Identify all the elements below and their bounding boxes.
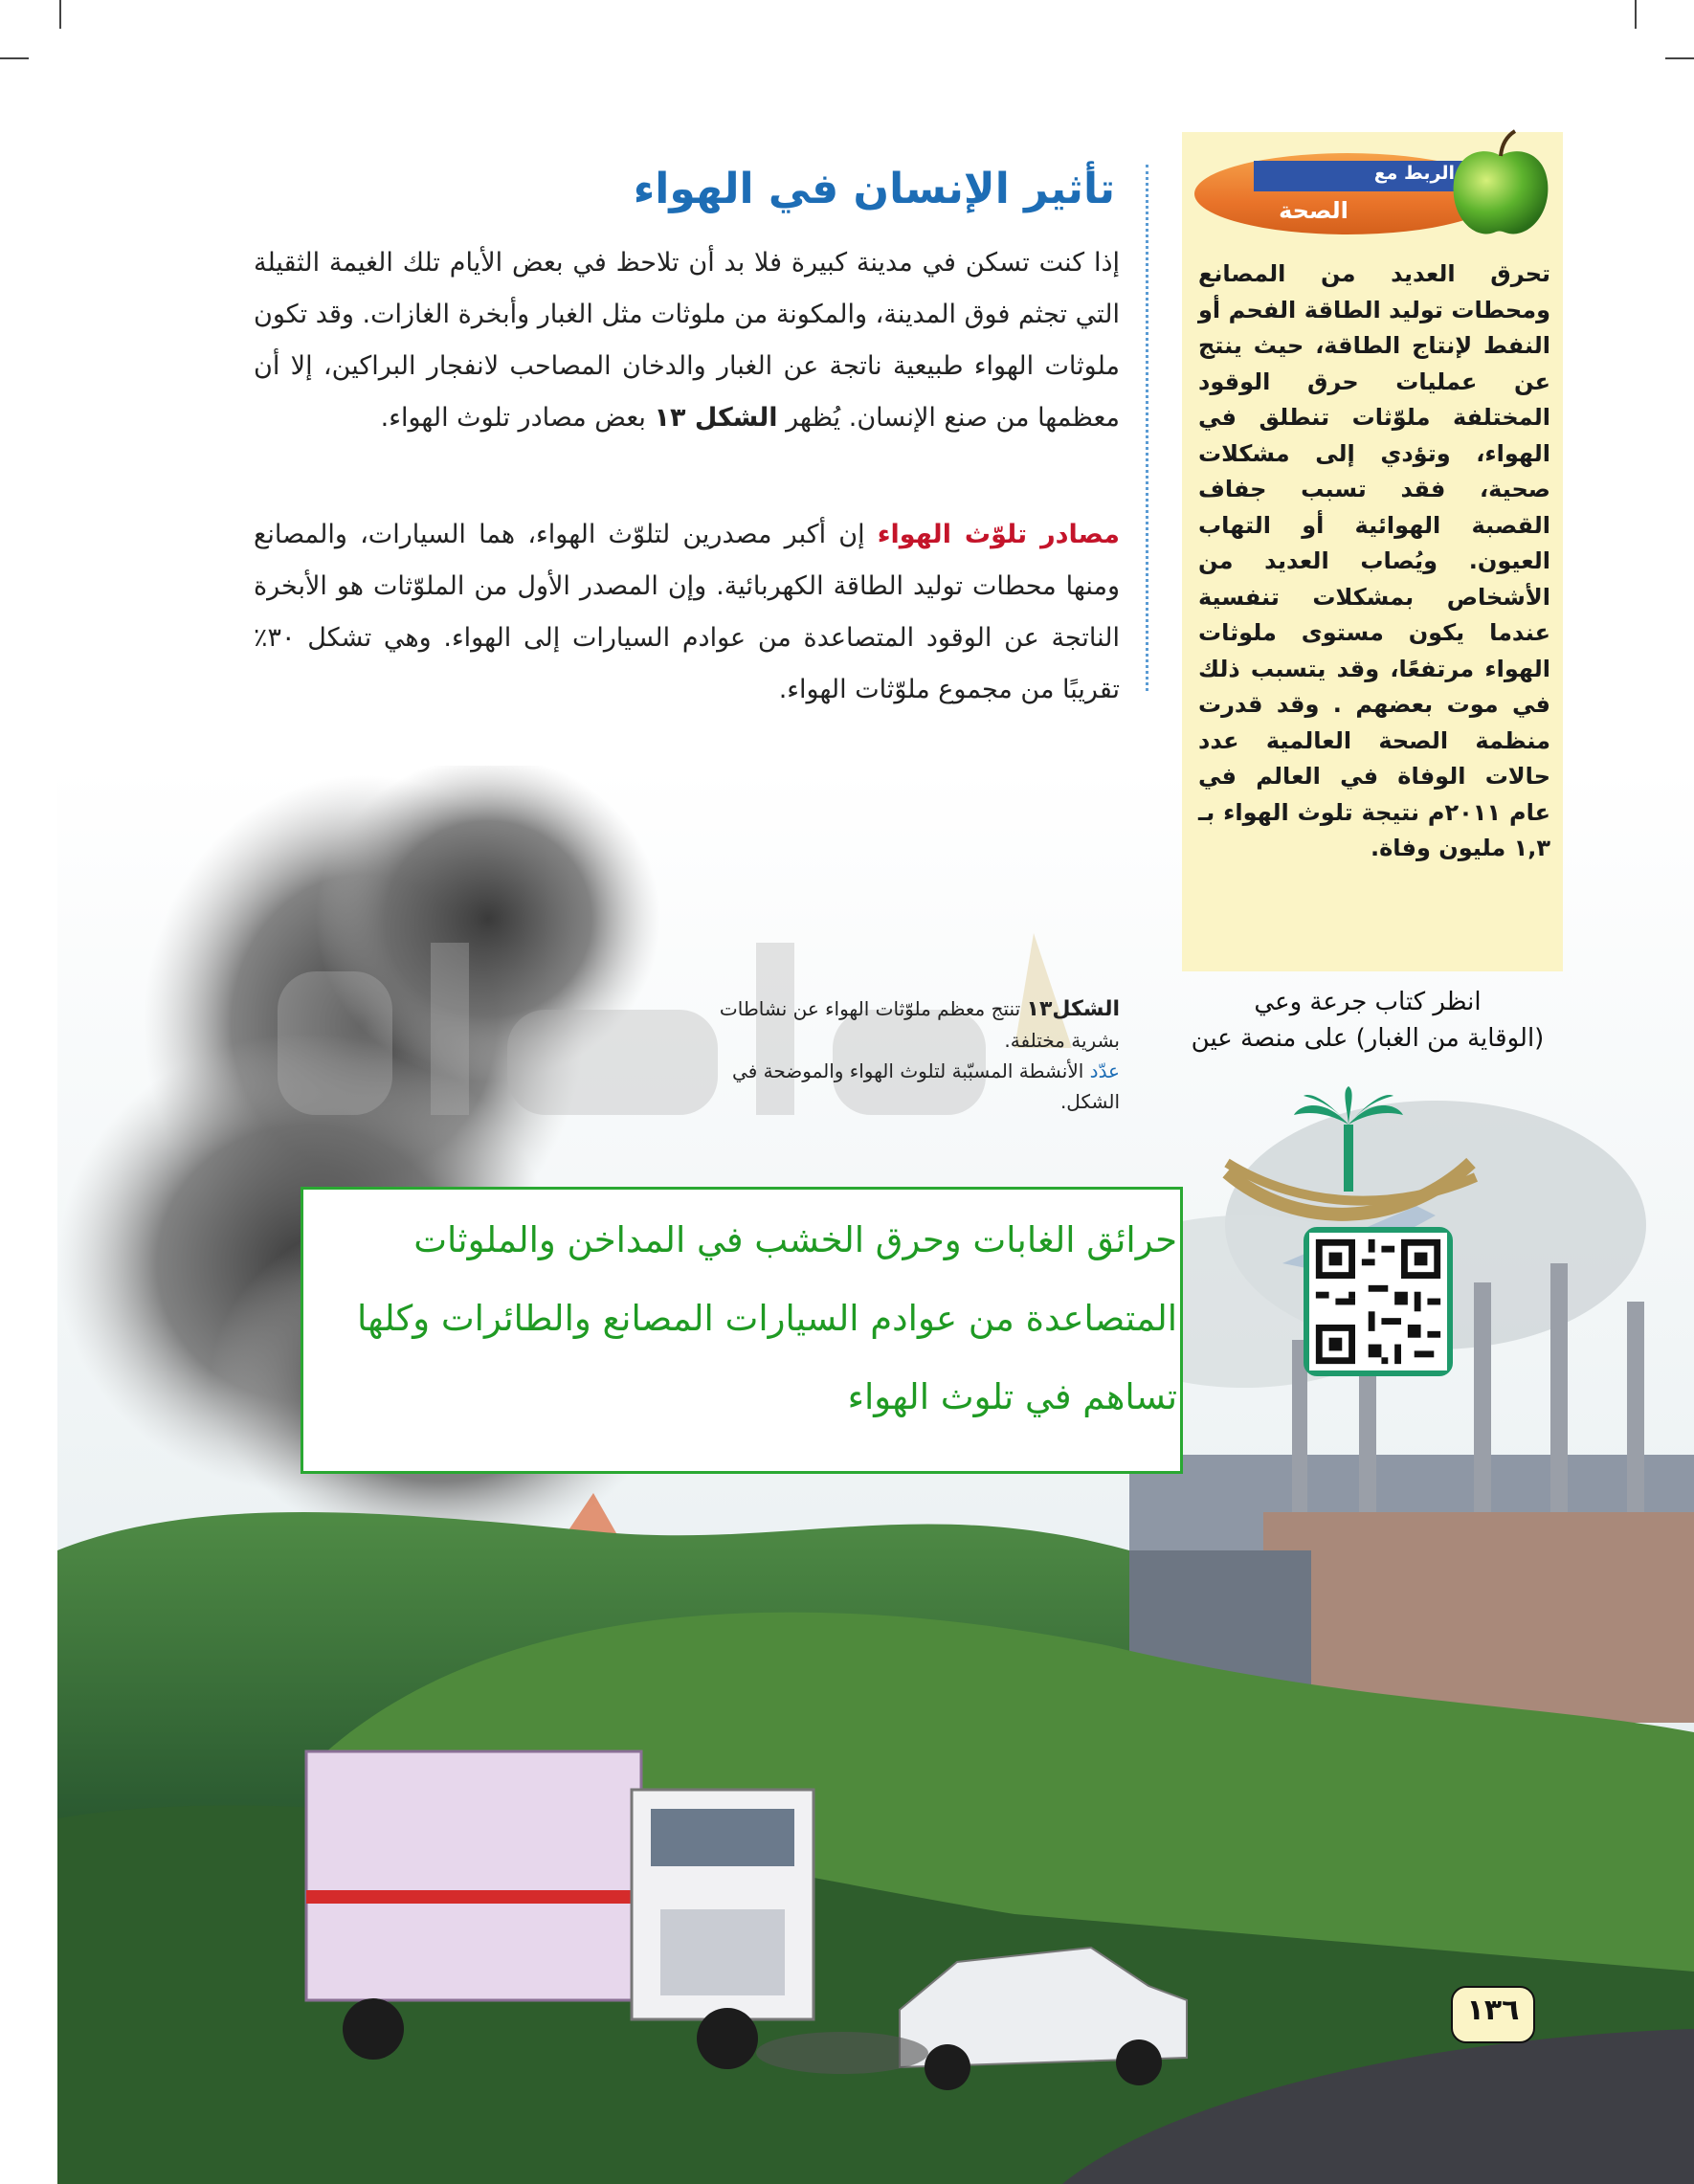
qr-code-icon[interactable] bbox=[1304, 1227, 1453, 1376]
page-number: ١٣٦ bbox=[1466, 1994, 1520, 2027]
intro-text-end: بعض مصادر تلوث الهواء. bbox=[380, 403, 655, 433]
see-book-line: (الوقاية من الغبار) على منصة عين bbox=[1191, 1024, 1545, 1053]
see-book-note bbox=[1177, 984, 1558, 1057]
intro-paragraph bbox=[254, 237, 1120, 444]
caption-text: تنتج معظم ملوّثات الهواء عن نشاطات بشرية مختلفة. bbox=[719, 997, 1120, 1052]
sidebar-body-text: تحرق العديد من المصانع ومحطات توليد الطاقة الفحم أو النفط لإنتاج الطاقة، حيث ينتج عن عمليات حرق الوقود المختلفة ملوّثات تنطلق في الهواء، وتؤدي إلى مشكلات صحية، فقد تسبب جفاف القصبة الهوائية أو التهاب العيون. ويُصاب العديد من الأشخاص بمشكلات تنفسية عندما يكون مستوى ملوثات الهواء مرتفعًا، وقد يتسبب ذلك في موت بعضهم . وقد قدرت منظمة الصحة العالمية عدد حالات الوفاة في العالم في عام ٢٠١١م نتيجة تلوث الهواء بـ ١,٣ مليون وفاة. bbox=[1198, 260, 1550, 861]
answer-line: تساهم في تلوث الهواء bbox=[847, 1376, 1177, 1417]
answer-line: المتصاعدة من عوادم السيارات المصانع والطائرات وكلها bbox=[357, 1298, 1177, 1339]
answer-line: حرائق الغابات وحرق الخشب في المداخن والملوثات bbox=[413, 1219, 1177, 1260]
answer-text bbox=[311, 1201, 1177, 1437]
qr-pattern bbox=[1309, 1233, 1447, 1371]
crop-mark bbox=[1665, 57, 1694, 59]
see-book-line: انظر كتاب جرعة وعي bbox=[1254, 988, 1482, 1016]
caption-question-text: الأنشطة المسبّبة لتلوث الهواء والموضحة في الشكل. bbox=[732, 1059, 1120, 1113]
figure-caption bbox=[670, 993, 1120, 1117]
caption-label: الشكل١٣ bbox=[1026, 997, 1120, 1021]
sidebar-banner-label: الربط مع bbox=[1373, 163, 1455, 184]
sidebar-banner-topic: الصحة bbox=[1279, 197, 1349, 224]
crop-mark bbox=[1635, 0, 1637, 29]
sources-paragraph bbox=[254, 509, 1120, 716]
sources-heading: مصادر تلوّث الهواء bbox=[877, 520, 1120, 549]
intro-text: إذا كنت تسكن في مدينة كبيرة فلا بد أن تلاحظ في بعض الأيام تلك الغيمة الثقيلة التي تجثم فوق المدينة، والمكونة من ملوثات مثل الغبار وأبخرة الغازات. وقد تكون ملوثات الهواء طبيعية ناتجة عن الغبار والدخان المصاحب لانفجار البراكين، إلا أن معظمها من صنع الإنسان. يُظهر bbox=[254, 248, 1120, 433]
ministry-palm-swords-logo bbox=[1208, 1086, 1490, 1244]
column-divider bbox=[1146, 165, 1148, 691]
section-title: تأثير الإنسان في الهواء bbox=[633, 165, 1115, 213]
sources-text: إن أكبر مصدرين لتلوّث الهواء، هما السيارات، والمصانع ومنها محطات توليد الطاقة الكهربائية. وإن المصدر الأول من الملوّثات هو الأبخرة الناتجة عن الوقود المتصاعدة من عوادم السيارات إلى الهواء. وهي تشكل ٣٠٪ تقريبًا من مجموع ملوّثات الهواء. bbox=[254, 520, 1120, 704]
crop-mark bbox=[0, 57, 29, 59]
crop-mark bbox=[59, 0, 61, 29]
figure-reference: الشكل ١٣ bbox=[654, 403, 778, 433]
apple-icon bbox=[1448, 129, 1553, 244]
caption-question-word: عدّد bbox=[1089, 1059, 1120, 1082]
